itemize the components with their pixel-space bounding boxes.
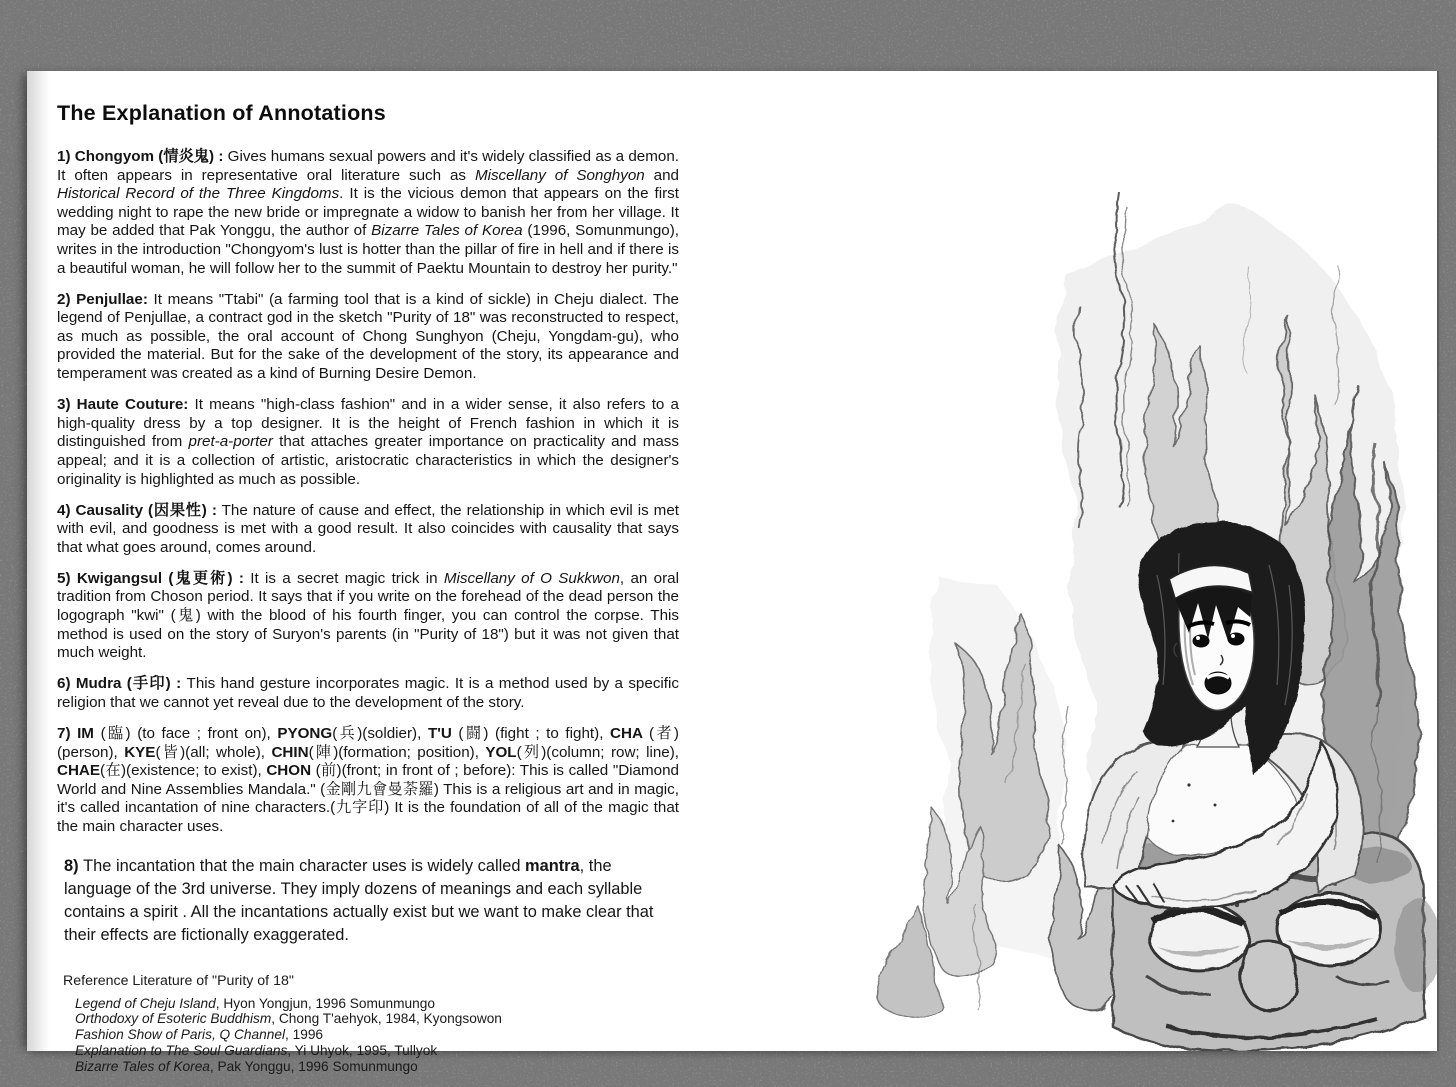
- page-gutter-shadow: [27, 71, 49, 1051]
- illustration-girl-and-statue: [817, 145, 1439, 1051]
- page-title: The Explanation of Annotations: [57, 101, 386, 125]
- annotation-6-mudra: 6) Mudra (手印) : This hand gesture incorporates magic. It is a method used by a specific religion that we cannot yet reveal due to the development of the story.: [57, 675, 679, 711]
- reference-heading: Reference Literature of "Purity of 18": [63, 972, 294, 989]
- annotations-column: [57, 101, 679, 1075]
- statue-nose: [1241, 941, 1297, 1011]
- reference-item: Legend of Cheju Island, Hyon Yongjun, 1996 Somunmungo: [75, 995, 435, 1011]
- reference-item: Explanation to The Soul Guardians, Yi Uhyok, 1995, Tullyok: [75, 1042, 438, 1058]
- annotation-4-causality: 4) Causality (因果性) : The nature of cause and effect, the relationship in which evil is met with evil, and goodness is met with a good result. It also coincides with causality that says that what goes around, comes around.: [57, 501, 679, 556]
- reference-item: Bizarre Tales of Korea, Pak Yonggu, 1996 Somunmungo: [75, 1058, 418, 1074]
- reference-literature-block: [63, 973, 679, 1075]
- annotation-8-mantra: 8) The incantation that the main character uses is widely called mantra, the language of the 3rd universe. They imply dozens of meanings and each syllable contains a spirit . All the incantations actually exist but we want to make clear that their effects are fictionally exaggerated.: [64, 856, 654, 944]
- annotation-7-nine-characters: 7) IM (臨) (to face ; front on), PYONG(兵)(soldier), T'U (闘) (fight ; to fight), CHA (者) (person), KYE(皆)(all; whole), CHIN(陣)(formation; position), YOL(列)(column; row; line), CHAE(在)(existence; to exist), CHON (前)(front; in front of ; before): This is called "Diamond World and Nine Assemblies Mandala." (金剛九會曼荼羅) This is a religious art and in magic, it's called incantation of nine characters.(九字印) It is the foundation of all of the magic that the main character uses.: [57, 725, 679, 835]
- annotation-1-chongyom: 1) Chongyom (情炎鬼) : Gives humans sexual powers and it's widely classified as a demon. It often appears in representative oral literature such as Miscellany of Songhyon and Historical Record of the Three Kingdoms. It is the vicious demon that appears on the first wedding night to rape the new bride or impregnate a widow to banish her from her village. It may be added that Pak Yonggu, the author of Bizarre Tales of Korea (1996, Somunmungo), writes in the introduction "Chongyom's lust is hotter than the pillar of fire in hell and if there is a beautiful woman, he will follow her to the summit of Paektu Mountain to destroy her purity.": [57, 148, 679, 277]
- reference-item: Orthodoxy of Esoteric Buddhism, Chong T'aehyok, 1984, Kyongsowon: [75, 1011, 502, 1027]
- illustration-svg: [817, 145, 1439, 1051]
- reference-item: Fashion Show of Paris, Q Channel, 1996: [75, 1027, 324, 1043]
- annotation-3-haute-couture: 3) Haute Couture: It means "high-class fashion" and in a wider sense, it also refers to a high-quality dress by a top designer. It is the height of French fashion in which it is distinguished from pret-a-porter that attaches greater importance on practicality and mass appeal; and it is a collection of artistic, aristocratic characteristics in which the designer's originality is highlighted as much as possible.: [57, 396, 679, 488]
- annotation-5-kwigangsul: 5) Kwigangsul (鬼更術) : It is a secret magic trick in Miscellany of O Sukkwon, an oral tradition from Choson period. It says that if you write on the forehead of the dead person the logograph "kwi" (鬼) with the blood of his fourth finger, you can control the corpse. This method is used on the story of Suryon's parents (in "Purity of 18") but it was not given that much weight.: [57, 569, 679, 662]
- annotation-2-penjullae: 2) Penjullae: It means "Ttabi" (a farming tool that is a kind of sickle) in Cheju dialect. The legend of Penjullae, a contract god in the sketch "Purity of 18" was reconstructed to respect, as much as possible, the oral account of Chong Sunghyon (Cheju, Yongdam-gu), who provided the material. But for the sake of the development of the story, its appearance and temperament was created as a kind of Burning Desire Demon.: [57, 290, 679, 383]
- book-page: [27, 71, 1439, 1074]
